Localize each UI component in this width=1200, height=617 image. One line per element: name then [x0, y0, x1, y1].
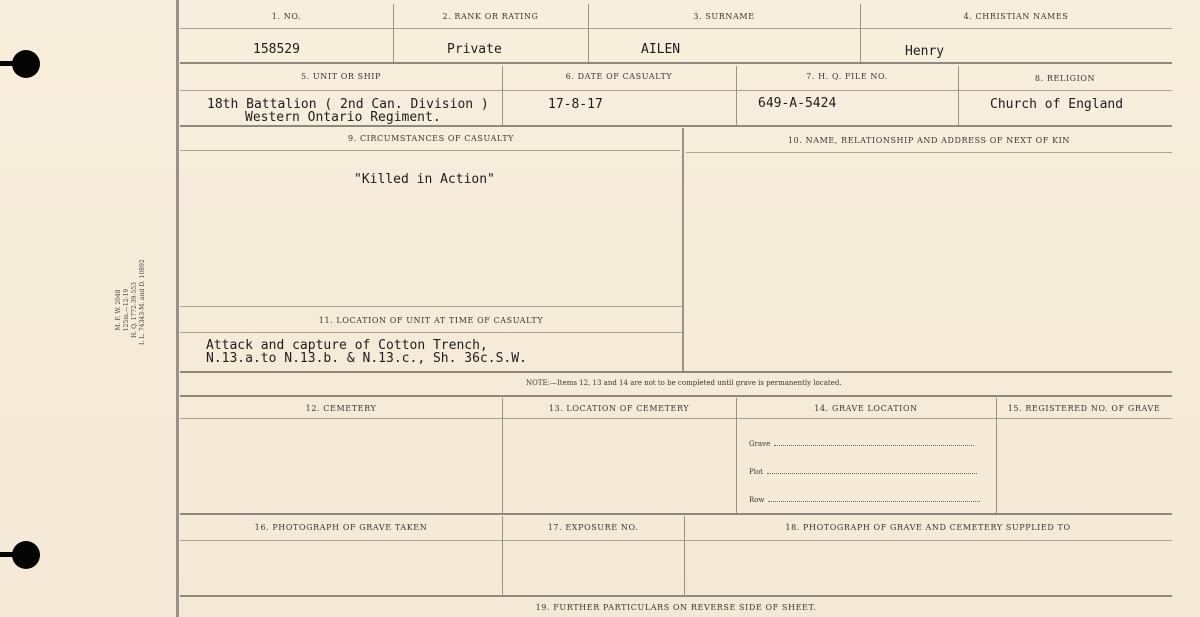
no-label: 1. NO. [271, 12, 302, 21]
form-reference-text [115, 259, 195, 345]
form-ref-4: I. L. 74343-M. and D. 10892 [139, 259, 146, 345]
location-value-line1: Attack and capture of Cotton Trench, [206, 338, 488, 353]
row4-div-1 [502, 398, 503, 513]
circumstances-value: "Killed in Action" [354, 172, 495, 187]
row2-bottom-border [180, 125, 1172, 127]
exposure-no-label: 17. EXPOSURE NO. [547, 523, 639, 532]
location-value-line2: N.13.a.to N.13.b. & N.13.c., Sh. 36c.S.W. [206, 351, 527, 366]
grave-line [749, 440, 974, 448]
row1-label-divider [180, 28, 1172, 29]
no-value: 158529 [253, 42, 300, 57]
christian-names-label: 4. CHRISTIAN NAMES [963, 12, 1069, 21]
unit-value-line1: 18th Battalion ( 2nd Can. Division ) [207, 97, 489, 112]
row1-bottom-border [180, 62, 1172, 64]
punch-hole-top [12, 50, 40, 78]
circumstances-label: 9. CIRCUMSTANCES OF CASUALTY [347, 134, 515, 143]
location-of-cemetery-label: 13. LOCATION OF CEMETERY [548, 404, 690, 413]
hq-file-label: 7. H. Q. FILE NO. [806, 72, 888, 81]
rank-value: Private [447, 42, 502, 57]
christian-names-value: Henry [905, 44, 945, 59]
surname-label: 3. SURNAME [693, 12, 755, 21]
row-dotted-line [768, 501, 980, 502]
circumstances-label-divider [180, 150, 680, 151]
row-line-label: Row [749, 496, 765, 504]
plot-dotted-line [767, 473, 977, 474]
form-ref-1: M. F. W. 2048 [115, 289, 122, 331]
kin-left-border [682, 128, 684, 372]
religion-value: Church of England [990, 97, 1124, 112]
plot-line [749, 468, 977, 476]
row4-div-3 [996, 398, 997, 513]
row-line [749, 496, 980, 504]
unit-value-line2: Western Ontario Regiment. [245, 110, 441, 125]
form-ref-3: H. Q. 1772-39-553 [131, 282, 138, 338]
row4-div-2 [736, 398, 737, 513]
registered-no-label: 15. REGISTERED NO. OF GRAVE [1007, 404, 1161, 413]
surname-value: AILEN [641, 42, 681, 57]
grave-location-label: 14. GRAVE LOCATION [814, 404, 918, 413]
form-ref-2: 125m.—12-19 [123, 288, 130, 332]
row4-bottom-border [180, 513, 1172, 515]
circumstances-bottom [180, 306, 682, 307]
grave-dotted-line [774, 445, 974, 446]
date-label: 6. DATE OF CASUALTY [565, 72, 673, 81]
further-particulars-label: 19. FURTHER PARTICULARS ON REVERSE SIDE OF SHEET. [535, 603, 817, 612]
photo-supplied-label: 18. PHOTOGRAPH OF GRAVE AND CEMETERY SUPPLIED TO [785, 523, 1071, 532]
row2-label-divider [180, 90, 1172, 91]
kin-label-divider [686, 152, 1172, 153]
next-of-kin-label: 10. NAME, RELATIONSHIP AND ADDRESS OF NEXT OF KIN [787, 136, 1071, 145]
punch-hole-bottom [12, 541, 40, 569]
hq-file-value: 649-A-5424 [758, 96, 837, 111]
cemetery-label: 12. CEMETERY [305, 404, 377, 413]
plot-line-label: Plot [749, 468, 763, 476]
row5-bottom-border [180, 595, 1172, 597]
grave-line-label: Grave [749, 440, 771, 448]
note-bottom-border [180, 395, 1172, 397]
rank-label: 2. RANK OR RATING [442, 12, 539, 21]
photo-taken-label: 16. PHOTOGRAPH OF GRAVE TAKEN [254, 523, 428, 532]
religion-label: 8. RELIGION [1034, 74, 1096, 83]
location-label: 11. LOCATION OF UNIT AT TIME OF CASUALTY [318, 316, 544, 325]
location-label-divider [180, 332, 682, 333]
row5-label-divider [180, 540, 1172, 541]
row3-bottom-border [180, 371, 1172, 373]
unit-label: 5. UNIT OR SHIP [300, 72, 382, 81]
row4-label-divider [180, 418, 1172, 419]
date-value: 17-8-17 [548, 97, 603, 112]
note-text: NOTE:—Items 12, 13 and 14 are not to be completed until grave is permanently located. [526, 379, 842, 387]
